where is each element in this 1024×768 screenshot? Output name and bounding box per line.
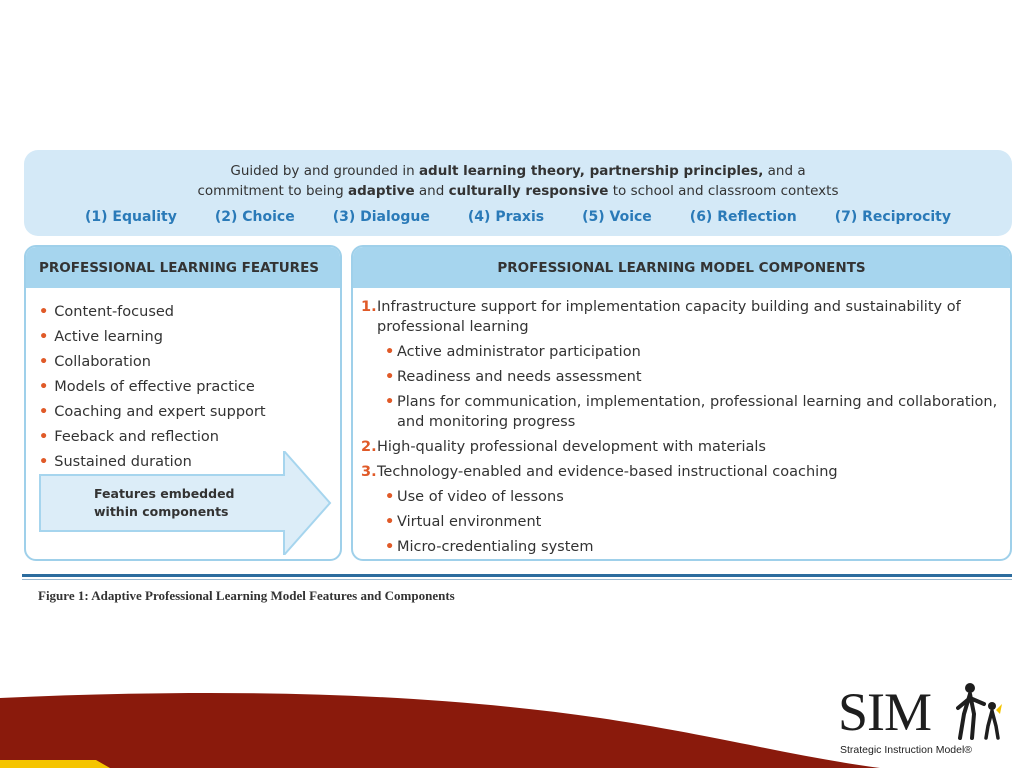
features-title: PROFESSIONAL LEARNING FEATURES <box>26 247 340 288</box>
list-item: • Readiness and needs assessment <box>385 369 642 385</box>
bullet-icon: • <box>39 379 49 395</box>
component-1: 1. Infrastructure support for implementation capacity building and sustainability of professional learning <box>361 299 961 335</box>
banner-line-2: commitment to being adaptive and culturally responsive to school and classroom contexts <box>197 183 839 199</box>
list-item: • Virtual environment <box>385 514 542 530</box>
bullet-icon: • <box>385 394 395 410</box>
banner-line-1: Guided by and grounded in adult learning theory, partnership principles, and a <box>230 163 806 179</box>
component-number: 2. <box>361 439 377 455</box>
principle-voice: (5) Voice <box>582 209 652 225</box>
list-item: • Active learning <box>39 329 163 345</box>
components-title: PROFESSIONAL LEARNING MODEL COMPONENTS <box>353 247 1010 288</box>
list-item: • Models of effective practice <box>39 379 255 395</box>
list-item: • Collaboration <box>39 354 151 370</box>
principles-list <box>24 209 1012 225</box>
bullet-icon: • <box>39 354 49 370</box>
list-item: • Feeback and reflection <box>39 429 219 445</box>
bullet-icon: • <box>39 429 49 445</box>
component-2: 2. High-quality professional development with materials <box>361 439 766 455</box>
sim-logo <box>838 680 1008 765</box>
component-number: 1. <box>361 299 377 315</box>
arrow-label: Features embedded within components <box>94 486 235 519</box>
principle-dialogue: (3) Dialogue <box>332 209 430 225</box>
components-panel <box>351 245 1012 561</box>
principle-reciprocity: (7) Reciprocity <box>834 209 951 225</box>
list-item: • Coaching and expert support <box>39 404 266 420</box>
bullet-icon: • <box>385 369 395 385</box>
components-list <box>361 297 998 561</box>
principles-banner <box>24 150 1012 236</box>
principle-choice: (2) Choice <box>214 209 295 225</box>
bullet-icon: • <box>39 329 49 345</box>
principle-praxis: (4) Praxis <box>467 209 545 225</box>
features-panel <box>24 245 342 561</box>
list-item: • Active administrator participation <box>385 344 641 360</box>
logo-wordmark: SIM <box>838 682 932 742</box>
list-item: • Sustained duration <box>39 454 192 470</box>
list-item: • Micro-credentialing system <box>385 539 594 555</box>
bullet-icon: • <box>39 454 49 470</box>
principle-reflection: (6) Reflection <box>689 209 797 225</box>
bullet-icon: • <box>39 304 49 320</box>
list-item: • Plans for communication, implementation, professional learning and collaboration, and monitoring progress <box>385 394 998 430</box>
divider <box>22 574 1012 577</box>
bullet-icon: • <box>385 489 395 505</box>
bullet-icon: • <box>385 539 395 555</box>
divider <box>22 579 1012 580</box>
figure-caption: Figure 1: Adaptive Professional Learning Model Features and Components <box>38 588 455 603</box>
component-3: 3. Technology-enabled and evidence-based instructional coaching <box>361 464 838 480</box>
component-number: 3. <box>361 464 377 480</box>
list-item: • Use of video of lessons <box>385 489 564 505</box>
bullet-icon: • <box>385 344 395 360</box>
bullet-icon: • <box>385 514 395 530</box>
people-icon <box>956 680 1006 742</box>
bullet-icon: • <box>39 404 49 420</box>
features-list <box>26 300 340 475</box>
principle-equality: (1) Equality <box>85 209 177 225</box>
list-item: • Content-focused <box>39 304 174 320</box>
logo-tagline: Strategic Instruction Model® <box>840 744 973 756</box>
